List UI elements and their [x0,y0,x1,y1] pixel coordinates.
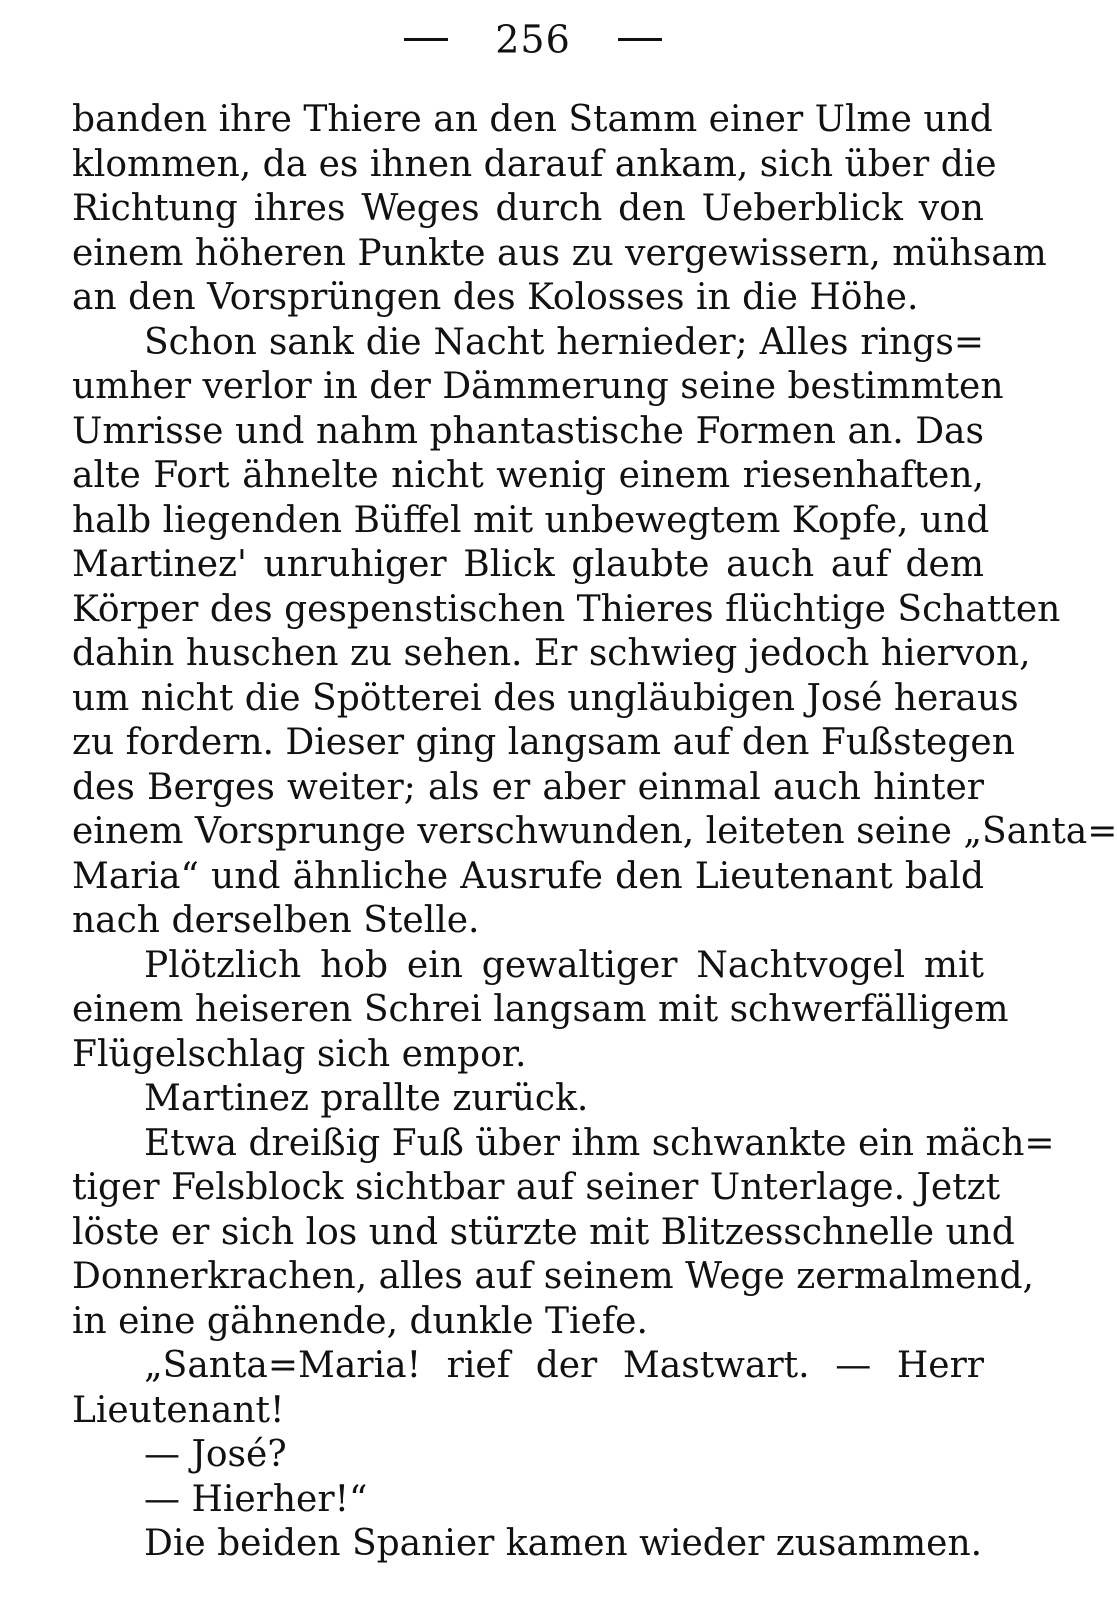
text-line: Schon sank die Nacht hernieder; Alles rings= [144,321,984,363]
text-line: einem höheren Punkte aus zu vergewissern, mühsam [72,232,1047,274]
text-line: — José? [144,1434,287,1475]
text-line: um nicht die Spötterei des ungläubigen José heraus [72,677,1019,719]
text-line: Donnerkrachen, alles auf seinem Wege zermalmend, [72,1256,1034,1297]
text-line: löste er sich los und stürzte mit Blitzesschnelle und [72,1211,1015,1253]
text-line: in eine gähnende, dunkle Tiefe. [72,1300,648,1342]
header-dash-left [404,38,448,41]
header-dash-right [618,38,662,41]
text-line: einem Vorsprunge verschwunden, leiteten seine „Santa= [72,811,1117,852]
text-line: Richtung ihres Weges durch den Ueberblick von [72,188,984,229]
text-line: Martinez' unruhiger Blick glaubte auch auf dem [72,544,984,585]
text-line: Martinez prallte zurück. [144,1078,589,1119]
page-header [0,8,1066,68]
text-line: Flügelschlag sich empor. [72,1033,527,1075]
text-line: tiger Felsblock sichtbar auf seiner Unterlage. Jetzt [72,1167,1001,1208]
page-number: 256 [495,17,571,62]
text-line: umher verlor in der Dämmerung seine bestimmten [72,366,1004,407]
text-line: „Santa=Maria! rief der Mastwart. — Herr [144,1345,984,1386]
text-line: dahin huschen zu sehen. Er schwieg jedoch hiervon, [72,633,1031,674]
text-line: zu fordern. Dieser ging langsam auf den Fußstegen [72,722,1015,763]
text-line: Die beiden Spanier kamen wieder zusammen. [144,1523,983,1564]
text-line: Plötzlich hob ein gewaltiger Nachtvogel mit [144,944,984,986]
text-line: Umrisse und nahm phantastische Formen an. Das [72,410,984,452]
text-line: des Berges weiter; als er aber einmal auch hinter [72,766,984,808]
page-body-text [72,98,1117,1567]
text-line: alte Fort ähnelte nicht wenig einem riesenhaften, [72,455,984,496]
text-line: einem heiseren Schrei langsam mit schwerfälligem [72,989,1009,1030]
text-line: Lieutenant! [72,1389,285,1431]
text-line: an den Vorsprüngen des Kolosses in die Höhe. [72,277,919,318]
text-line: banden ihre Thiere an den Stamm einer Ulme und [72,99,993,140]
text-line: halb liegenden Büffel mit unbewegtem Kopfe, und [72,499,990,541]
text-line: — Hierher!“ [144,1478,368,1520]
text-line: nach derselben Stelle. [72,900,480,941]
text-line: Maria“ und ähnliche Ausrufe den Lieutenant bald [72,855,984,897]
text-line: Körper des gespenstischen Thieres flüchtige Schatten [72,588,1061,630]
text-line: Etwa dreißig Fuß über ihm schwankte ein mäch= [144,1122,1055,1164]
text-line: klommen, da es ihnen darauf ankam, sich über die [72,143,997,185]
